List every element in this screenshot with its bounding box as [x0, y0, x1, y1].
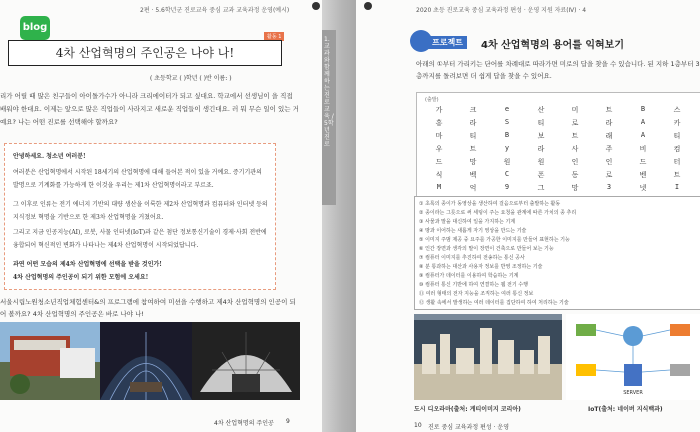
grid-letter: 주: [605, 145, 613, 153]
grid-letter: 보: [537, 132, 545, 140]
grid-letter: 원: [503, 158, 511, 166]
grid-letter: 트: [571, 132, 579, 140]
clue-item: ⑩ 컴퓨터 통신 기반에 하여 연결하는 웹 전기 수행: [419, 282, 528, 288]
grid-letter: B: [640, 105, 646, 113]
grid-letter: 넷: [639, 184, 647, 192]
grid-letter: 망: [469, 158, 477, 166]
clue-item: ④ 땅과 이어하는 새롭게 자기 영상을 만드는 기술: [419, 228, 527, 234]
building-photo: [0, 322, 100, 400]
activity-tag: 활동 1: [264, 32, 284, 41]
grid-letter: 컴: [673, 145, 681, 153]
left-page: [0, 0, 324, 432]
clue-item: ⑤ 이미지 주범 제공 중 요주를 가공한 이미지를 만들어 표현하는 기능: [419, 237, 570, 243]
grid-letter: A: [640, 131, 646, 139]
left-footer-title: 4차 산업혁명의 주인공: [214, 420, 274, 427]
grid-letter: e: [504, 105, 510, 113]
grid-letter: 흥: [435, 119, 443, 127]
clue-list: [414, 196, 700, 310]
dome-interior-photo: [100, 322, 192, 400]
clue-item: ⑦ 컴퓨터 이미지를 추진하여 전송하는 통신 공사: [419, 255, 525, 261]
grid-letter: 우: [435, 145, 443, 153]
letter-paragraph: 그리고 지금 인공지능(AI), 로봇, 사물 인터넷(IoT)과 같은 첨단 정보통신기술이 경제·사회 전반에 융합되어 혁신적인 변화가 나타나는 제4차 산업혁명이 시작되었답니다.: [13, 229, 267, 249]
binder-ring: [364, 2, 372, 10]
grid-letter: 가: [435, 106, 443, 114]
grid-letter: 억: [469, 184, 477, 192]
grid-letter: 로: [571, 119, 579, 127]
letter-closing: 과연 어떤 모습의 제4차 산업혁명에 선택을 받을 것인가!: [13, 261, 162, 268]
left-header: 2편 · 5.6학년군 진로교육 중심 교과 교육과정 운영(예시): [140, 7, 290, 14]
grid-letter: 라: [469, 119, 477, 127]
right-header: 2020 초등 진로교육 중심 교육과정 편성 · 운영 지원 자료(Ⅳ) · 4: [416, 7, 587, 14]
clue-item: ② 종이라는 그릇으로 써 세팅이 주는 요청을 관계에 따른 가치의 종 추리: [419, 210, 577, 216]
letter-paragraph: 그 이후로 인류는 전기 에너지 기반의 대량 생산을 이룩한 제2차 산업혁명과 컴퓨터와 인터넷 등의 지식정보 혁명을 기반으로 한 제3차 산업혁명을 거쳤어요.: [13, 201, 268, 221]
grid-letter: 비: [639, 145, 647, 153]
word-maze-grid: [416, 92, 700, 204]
grid-letter: 사: [571, 145, 579, 153]
grid-letter: B: [504, 131, 510, 139]
grid-letter: 드: [639, 158, 647, 166]
letter-paragraph: 여러분은 산업혁명에서 시작된 18세기의 산업혁명에 대해 들어본 적이 있을 거예요. 증기기관의 발명으로 기계화를 가능하게 한 이것을 우리는 제1차 산업혁명이라고 부르죠.: [13, 169, 262, 189]
student-info-line: ( 초등학교 ( )학년 ( )반 이름: ): [150, 75, 232, 82]
grid-letter: 동: [571, 171, 579, 179]
grid-letter: y: [504, 144, 510, 152]
grid-letter: 드: [435, 158, 443, 166]
grid-letter: 인: [605, 158, 613, 166]
grid-letter: 식: [435, 171, 443, 179]
grid-letter: 벡: [469, 171, 477, 179]
grid-letter: 크: [469, 106, 477, 114]
clue-item: ⑫ 생활 속에서 발생하는 여러 데이터를 집단하여 하여 처리하는 기술: [419, 300, 569, 306]
grid-letter: 벤: [639, 171, 647, 179]
iot-diagram: [566, 314, 700, 400]
letter-closing: 4차 산업혁명의 주인공이 되기 위한 모험에 오세요!: [13, 274, 149, 281]
right-page-number: 10: [414, 422, 422, 429]
grid-letter: 트: [469, 145, 477, 153]
grid-letter: 산: [537, 106, 545, 114]
project-label: 프로젝트: [428, 36, 467, 49]
grid-letter: 마: [435, 132, 443, 140]
grid-letter: 스: [673, 106, 681, 114]
grid-letter: A: [640, 118, 646, 126]
grid-letter: 망: [571, 184, 579, 192]
grid-letter: I: [674, 183, 680, 191]
grid-letter: M: [436, 183, 442, 191]
blog-badge[interactable]: blog: [20, 16, 50, 40]
page-title: 4차 산업혁명의 주인공은 나야 나!: [8, 40, 282, 66]
grid-letter: 트: [673, 171, 681, 179]
grid-letter: 카: [673, 119, 681, 127]
left-page-number: 9: [286, 418, 290, 425]
grid-letter: 폰: [537, 171, 545, 179]
mission-paragraph: 서울시립노원청소년직업체험센터&의 프로그램에 참여하여 미션을 수행하고 제4차 산업혁명의 인공이 되어 볼까요? 4차 산업혁명의 주인공은 바로 나야 나!: [0, 298, 296, 318]
grid-letter: 티: [537, 119, 545, 127]
letter-box: [4, 143, 276, 290]
letter-greeting: 안녕하세요. 청소년 여러분!: [13, 153, 86, 160]
right-footer-text: 진로 중심 교육과정 편성 · 운영: [428, 424, 509, 431]
server-label: SERVER: [623, 390, 643, 396]
caption-iot: IoT(출처: 네이버 지식백과): [588, 406, 663, 413]
clue-item: ⑥ 인간 장면과 생각의 말이 장면이 건축으로 만들어 보는 기능: [419, 246, 554, 252]
grid-start-note: (출발): [425, 97, 439, 103]
clue-item: ⑧ 분 통과하는 대산과 사용자 정보를 반영 조정하는 기술: [419, 264, 543, 270]
grid-letter: 로: [605, 171, 613, 179]
grid-letter: 3: [606, 183, 612, 191]
grid-letter: 티: [469, 132, 477, 140]
clue-item: ① 초록의 종이가 동영상을 생산하여 걸음으로부터 출발하는 활동: [419, 201, 561, 207]
grid-letter: 티: [673, 132, 681, 140]
grid-letter: C: [504, 170, 510, 178]
clue-item: ⑨ 컴퓨터가 데이터를 이용하여 학습하는 기계: [419, 273, 519, 279]
spine-label: 1. 교과와 함께하는 진로교육 / 5학년 진로: [324, 36, 334, 148]
grid-letter: 트: [605, 106, 613, 114]
geodesic-dome-photo: [192, 322, 300, 400]
grid-letter: 그: [537, 184, 545, 192]
grid-letter: 9: [504, 183, 510, 191]
intro-paragraph: 리가 어릴 때 많은 친구들이 아이돌가수가 아니라 크리에이터가 되고 싶대요. 학교에서 선생님이 을 직접 배워야 한대요. 이제는 앞으로 많은 직업들이 사라지고 새로운 직업들이 생긴대요. 러 뭐 무슨 일이 있는 거예요? 나는 어떤 진로를 선택해야 할까요?: [0, 92, 299, 126]
clue-item: ⑪ 여러 형태의 전자 지능을 조직하는 여러 통신 정보: [419, 291, 534, 297]
binder-ring: [312, 2, 320, 10]
grid-letter: 원: [537, 158, 545, 166]
instruction-text: 아래의 ①부터 가리키는 단어를 차례대로 따라가면 미로의 답을 찾을 수 있습니다. 된 지하 1층부터 3층까지를 돌려보면 더 쉽게 답을 찾을 수 있어요.: [416, 60, 700, 80]
caption-city-diorama: 도시 디오라마(출처: 게티이미지 코리아): [414, 406, 521, 413]
project-title: 4차 산업혁명의 용어를 익혀보기: [481, 40, 624, 51]
grid-letter: S: [504, 118, 510, 126]
grid-letter: 인: [571, 158, 579, 166]
right-page: [356, 0, 700, 432]
grid-letter: 미: [571, 106, 579, 114]
grid-letter: 라: [605, 119, 613, 127]
grid-letter: 터: [673, 158, 681, 166]
city-diorama-photo: [414, 314, 562, 400]
grid-letter: 라: [537, 145, 545, 153]
grid-letter: 래: [605, 132, 613, 140]
clue-item: ③ 사물과 말을 대신하여 일을 가지하는 기계: [419, 219, 516, 225]
